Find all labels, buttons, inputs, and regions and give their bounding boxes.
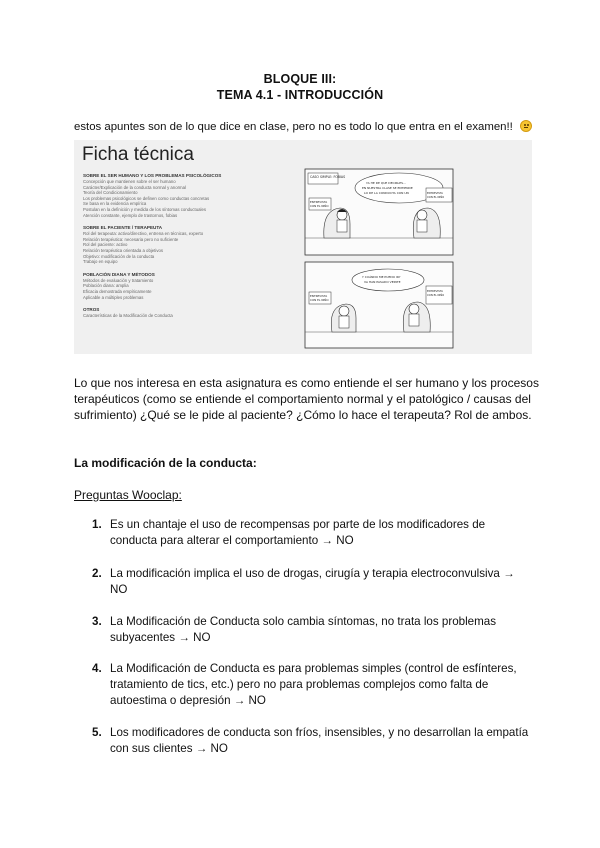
slightly-smiling-face-icon	[520, 120, 532, 132]
ficha-line: Aplicable a múltiples problemas	[83, 294, 144, 300]
svg-text:ENTREVISTA: ENTREVISTA	[310, 294, 328, 298]
list-text: Los modificadores de conducta son fríos, insensibles, y no desarrollan la empatía con sus clientes → NO	[110, 726, 529, 755]
ficha-line: Métodos de evaluación y tratamiento	[83, 277, 154, 283]
list-item	[92, 566, 532, 598]
ficha-line: Eficacia demostrada empíricamente	[83, 288, 152, 294]
list-text: La modificación implica el uso de drogas, cirugía y terapia electroconvulsiva → NO	[110, 567, 515, 596]
ficha-line: Rol del terapeuta: activo/directivo, entrena en técnicas, experto	[83, 231, 204, 237]
svg-text:CON EL NIÑO: CON EL NIÑO	[310, 298, 329, 302]
list-item	[92, 725, 532, 757]
list-number: 5.	[92, 726, 102, 739]
ficha-line: Relación terapéutica orientada a objetivos	[83, 247, 164, 253]
list-number: 1.	[92, 518, 102, 531]
ficha-section-heading: OTROS	[83, 307, 100, 313]
list-item	[92, 661, 532, 709]
comic-bottom-speech: Y CUÁNDO ME PUEDO IR? VA HAN PASADO VEINTE	[362, 275, 401, 284]
ficha-section-heading: SOBRE EL SER HUMANO Y LOS PROBLEMAS PSICOLÓGICOS	[83, 173, 222, 178]
comic-top-speech: YA HE DE QUE DECIRLES... EN NUESTRA CLASE SE ENTIENDE LO DE LA CONDUCTA CON UN	[362, 181, 413, 195]
therapy-cartoon	[304, 168, 454, 350]
ficha-line: Teoría del Condicionamiento	[83, 190, 138, 196]
ficha-line: Rol del paciente: activo	[83, 242, 128, 248]
ficha-line: Trabajo en equipo	[83, 259, 118, 265]
ficha-line: Población diana: amplia	[83, 283, 129, 289]
class-note	[74, 120, 554, 133]
ficha-tecnica-figure	[74, 140, 532, 354]
ficha-line: Características de la Modificación de Conducta	[83, 313, 173, 319]
ficha-line: Objetivo: modificación de la conducta	[83, 253, 155, 259]
svg-text:CON EL NIÑO: CON EL NIÑO	[310, 204, 329, 208]
ficha-section-heading: SOBRE EL PACIENTE / TERAPEUTA	[83, 225, 163, 231]
list-number: 4.	[92, 662, 102, 675]
list-number: 3.	[92, 615, 102, 628]
ficha-line: Se basa en la evidencia empírica	[83, 201, 147, 207]
list-text: Es un chantaje el uso de recompensas por parte de los modificadores de conducta para alterar el comportamiento → NO	[110, 518, 486, 547]
intro-paragraph: Lo que nos interesa en esta asignatura es como entiende el ser humano y los procesos terapéuticos (como se entiende el comportamiento normal y el patológico / causas del sufrimiento) ¿Qué se le pide al paciente? ¿Cómo lo hace el terapeuta? Rol de ambos.	[74, 376, 539, 422]
topic-title: TEMA 4.1 - INTRODUCCIÓN	[216, 88, 384, 102]
svg-text:CON EL NIÑO: CON EL NIÑO	[427, 196, 445, 199]
list-number: 2.	[92, 567, 102, 580]
list-text: La Modificación de Conducta solo cambia síntomas, no trata los problemas subyacentes → NO	[110, 615, 497, 644]
ficha-line: Los problemas psicológicos se definen como conductas concretas	[83, 195, 210, 201]
svg-text:ENTREVISTA: ENTREVISTA	[310, 200, 328, 204]
ficha-line: Concepción que mantienen sobre el ser humano	[83, 179, 176, 184]
figure-title: Ficha técnica	[82, 144, 194, 165]
block-title: BLOQUE III:	[263, 72, 337, 86]
ficha-sections	[83, 170, 293, 319]
wooclap-subheading: Preguntas Wooclap:	[74, 488, 182, 502]
ficha-line: Postulan en la definición y medida de los síntomas conductuales	[83, 206, 207, 212]
svg-text:ENTREVISTA: ENTREVISTA	[427, 192, 443, 195]
ficha-line: Atención constante, ejemplo de trastornos, fobias	[83, 212, 178, 218]
list-item	[92, 614, 532, 646]
ficha-line: Relación terapéutica: necesaria pero no suficiente	[83, 236, 179, 242]
list-text: La Modificación de Conducta es para problemas simples (control de esfínteres, tratamiento de tics, etc.) pero no para problemas complejos como falta de autoestima o depresión → NO	[110, 662, 517, 707]
svg-text:CON EL NIÑO: CON EL NIÑO	[427, 294, 445, 297]
list-item	[92, 517, 532, 549]
svg-text:ENTREVISTA: ENTREVISTA	[427, 290, 443, 293]
ficha-section-heading: POBLACIÓN DIANA Y MÉTODOS	[83, 271, 155, 277]
class-note-text: estos apuntes son de lo que dice en clase, pero no es todo lo que entra en el examen!!	[74, 121, 513, 133]
comic-top-label-left: CASO SIMPLE: FOBIAS	[310, 175, 346, 179]
ficha-line: Carácter/Explicación de la conducta normal y anormal	[83, 184, 186, 190]
section-heading: La modificación de la conducta:	[74, 456, 257, 470]
